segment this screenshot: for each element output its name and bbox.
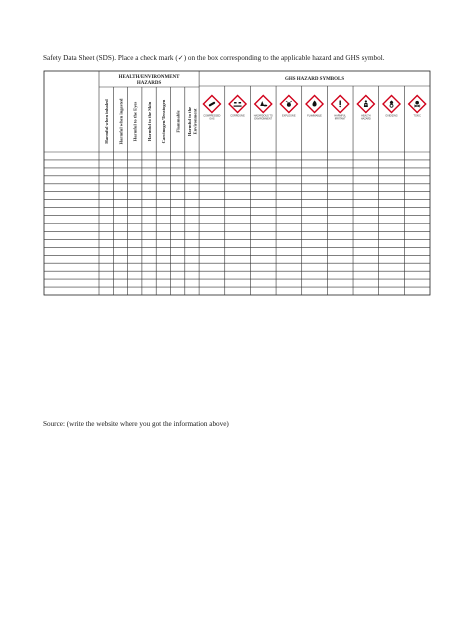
hazard-column-label: Harmful when ingested	[118, 98, 124, 145]
flame-icon	[306, 96, 323, 113]
ghs-symbol-label: TOXIC	[413, 114, 421, 118]
skull-crossbones-icon	[409, 96, 426, 113]
health-hazards-header: HAZARDS	[136, 81, 162, 86]
exclamation-mark-icon	[332, 96, 349, 113]
health-hazards-header: HEALTH/ENVIRONMENT	[118, 75, 180, 80]
ghs-symbol-label: COMPRESSED	[203, 114, 221, 118]
ghs-symbol-label: ENVIRONMENT	[254, 117, 273, 121]
instruction-text: Safety Data Sheet (SDS). Place a check mark (✓) on the box corresponding to the applicable hazard and GHS symbol.	[43, 54, 385, 62]
ghs-symbol-label: FLAMMABLE	[307, 114, 322, 118]
ghs-symbol-label: HAZARDOUS TO	[253, 114, 273, 118]
ghs-symbol-label: GAS	[209, 117, 215, 121]
ghs-symbol-label: HAZARD	[360, 117, 371, 121]
gas-cylinder-icon	[203, 96, 220, 113]
hazard-column-label: Harmful when inhaled	[103, 99, 109, 144]
flame-over-circle-icon	[383, 96, 400, 113]
environment-icon	[255, 96, 272, 113]
ghs-symbol-label: CORROSIVE	[230, 114, 245, 118]
hazard-column-label: Harmful to the	[187, 106, 193, 137]
hazard-column-label: Environment	[192, 108, 198, 135]
hazard-column-label: Harmful to the Skin	[146, 101, 152, 142]
hazard-column-label: Carcinogen/Teratogen	[161, 99, 167, 144]
ghs-symbols-header: GHS HAZARD SYMBOLS	[284, 77, 345, 82]
exploding-bomb-icon	[280, 96, 297, 113]
source-line: Source: (write the website where you got the information above)	[43, 420, 229, 428]
health-hazard-icon	[357, 96, 374, 113]
ghs-symbol-label: OXIDIZING	[385, 114, 398, 118]
ghs-symbol-label: IRRITANT	[334, 117, 346, 121]
ghs-symbol-label: HEALTH	[361, 114, 371, 118]
hazard-column-label: Harmful to the Eyes	[132, 101, 138, 142]
hazard-column-label: Flammable	[175, 110, 181, 133]
corrosion-icon	[229, 96, 246, 113]
ghs-symbol-label: HARMFUL	[334, 114, 346, 118]
ghs-symbol-label: EXPLOSIVE	[282, 114, 296, 118]
